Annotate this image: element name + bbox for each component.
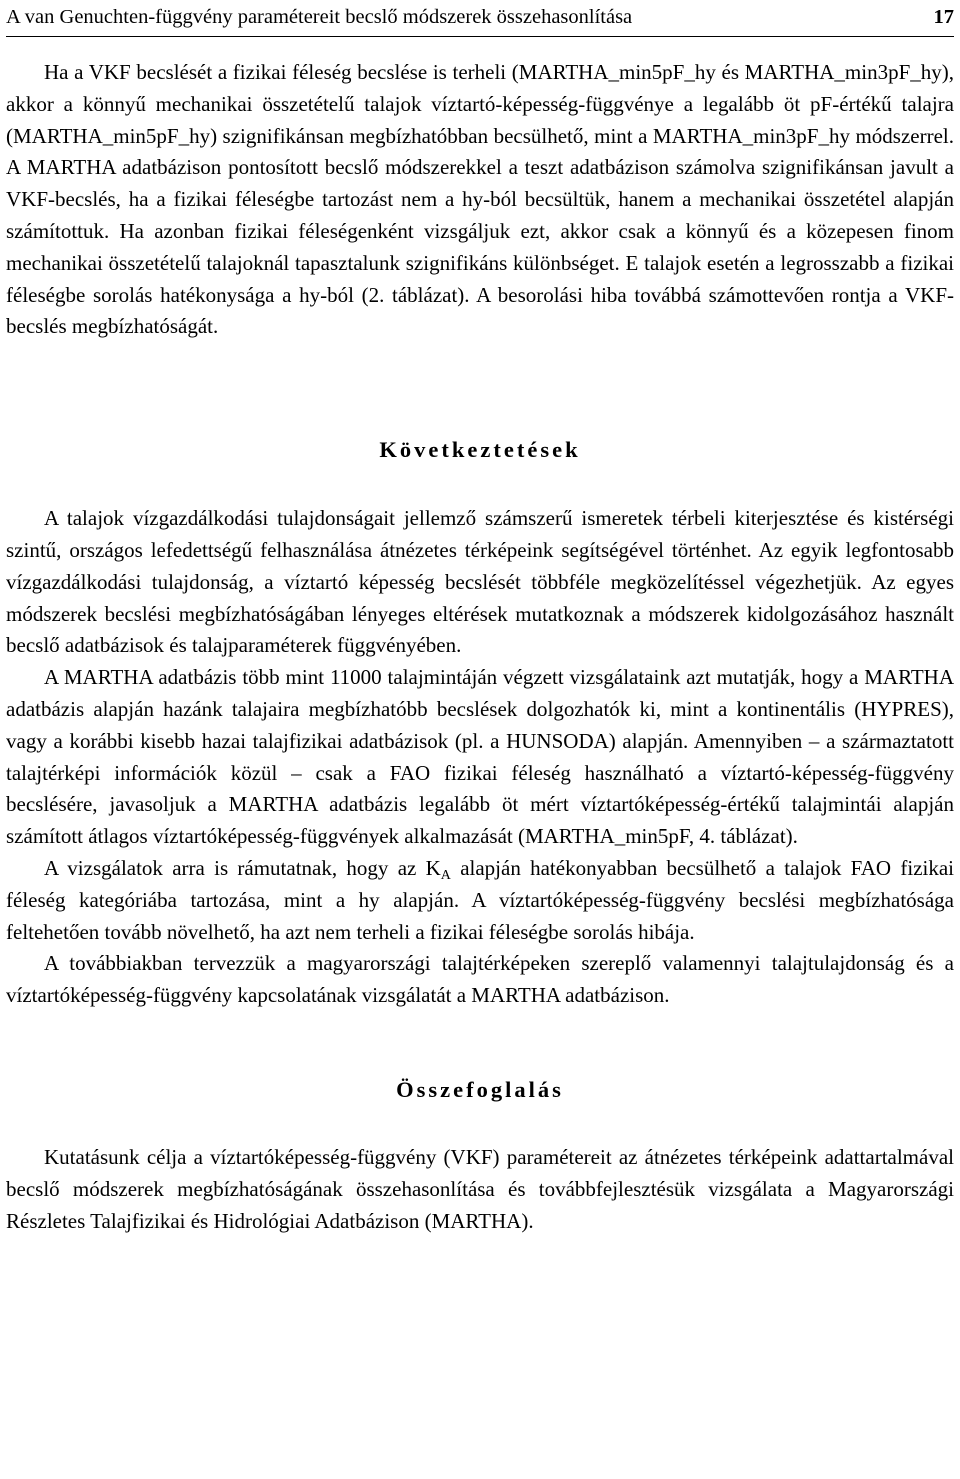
conclusions-paragraph-4: A továbbiakban tervezzük a magyarországi talajtérképeken szereplő valamennyi talajtulajdonság és a víztartóképesség-függvény kapcsolatának vizsgálatát a MARTHA adatbázison. [6, 951, 954, 1008]
page-number: 17 [933, 6, 954, 28]
section-heading-conclusions: Következtetések [379, 437, 581, 463]
conclusions-paragraph-3 [6, 853, 954, 948]
running-header [6, 0, 954, 37]
document-page [6, 0, 954, 1237]
summary-paragraph-1: Kutatásunk célja a víztartóképesség-függvény (VKF) paramétereit az átnézetes térképeink adattartalmával becslő módszerek megbízhatóságának összehasonlítása és továbbfejlesztésük vizsgálata a Magyarországi Részletes Talajfizikai és Hidrológiai Adatbázison (MARTHA). [6, 1144, 954, 1233]
ka-subscript: A [440, 867, 451, 883]
running-header-title: A van Genuchten-függvény paramétereit becslő módszerek összehasonlítása [6, 6, 633, 28]
conclusions-paragraph-1: A talajok vízgazdálkodási tulajdonságait jellemző számszerű ismeretek térbeli kiterjesztése és kistérségi szintű, országos lefedettségű felhasználása átnézetes térképeink segítségével történhet. Az egyik legfontosabb vízgazdálkodási tulajdonság, a víztartó képesség becslését többféle megközelítéssel végezhetjük. Az egyes módszerek becslési megbízhatóságában lényeges eltérések mutatkoznak a módszerek kidolgozásához használt becslő adatbázisok és talajparaméterek függvényében. [6, 506, 954, 658]
conclusions-paragraph-3-end: alapján hatékonyabban becsülhető a talajok FAO fizikai féleség kategóriába tartozása, mint a hy alapján. A víztartóképesség-függvény becslési megbízhatósága feltehetően tovább növelhető, ha azt nem terheli a fizikai féleségbe sorolás hibája. [6, 855, 954, 944]
body-text [6, 57, 954, 1237]
section-heading-summary: Összefoglalás [396, 1076, 564, 1102]
conclusions-paragraph-3-start: A vizsgálatok arra is rámutatnak, hogy az K [44, 855, 441, 880]
conclusions-paragraph-2: A MARTHA adatbázis több mint 11000 talajmintáján végzett vizsgálataink azt mutatják, hogy a MARTHA adatbázis alapján hazánk talajaira megbízhatóbb becslések dolgozhatók ki, mint a kontinentális (HYPRES), vagy a korábbi kisebb hazai talajfizikai adatbázisok (pl. a HUNSODA) alapján. Amennyiben – a származtatott talajtérképi információk közül – csak a FAO fizikai féleség használható a víztartó-képesség-függvény becslésére, javasoljuk a MARTHA adatbázis legalább öt mért víztartóképesség-értékű talajmintái alapján számított átlagos víztartóképesség-függvények alkalmazását (MARTHA_min5pF, 4. táblázat). [6, 665, 954, 849]
intro-paragraph: Ha a VKF becslését a fizikai féleség becslése is terheli (MARTHA_min5pF_hy és MARTHA_min3pF_hy), akkor a könnyű mechanikai összetételű talajok víztartó-képesség-függvénye a legalább öt pF-értékű talajra (MARTHA_min5pF_hy) szignifikánsan megbízhatóbban becsülhető, mint a MARTHA_min3pF_hy módszerrel. A MARTHA adatbázison pontosított becslő módszerekkel a teszt adatbázison számolva szignifikánsan javult a VKF-becslés, ha a fizikai féleségbe tartozást nem a hy-ból becsültük, hanem a mechanikai összetétel alapján számítottuk. Ha azonban fizikai féleségenként vizsgáljuk ezt, akkor csak a könnyű és a közepesen finom mechanikai összetételű talajoknál tapasztalunk szignifikáns különbséget. E talajok esetén a legrosszabb a fizikai féleségbe sorolás hatékonysága a hy-ból (2. táblázat). A besorolási hiba továbbá számottevően rontja a VKF-becslés megbízhatóságát. [6, 60, 954, 339]
